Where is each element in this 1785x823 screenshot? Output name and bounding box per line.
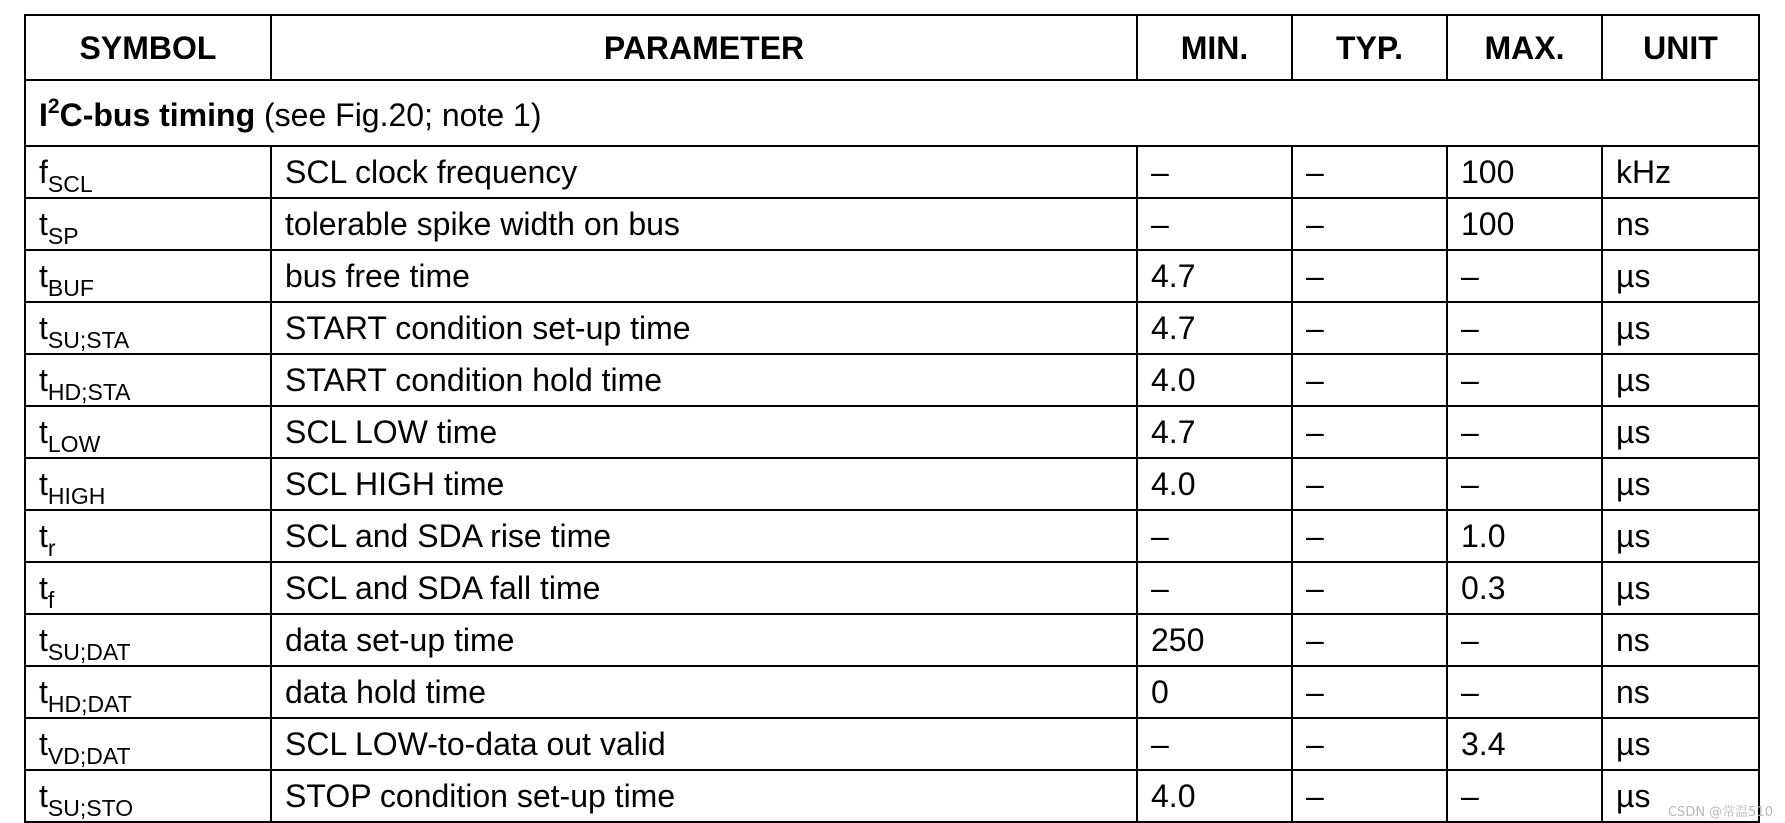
cell-max: 100 <box>1447 146 1602 198</box>
cell-unit: µs <box>1602 562 1759 614</box>
cell-unit: ns <box>1602 614 1759 666</box>
table-row <box>25 302 1759 354</box>
symbol-subscript: HD;DAT <box>47 691 132 717</box>
symbol-subscript: f <box>47 587 55 613</box>
cell-symbol <box>25 666 271 718</box>
symbol-subscript: HD;STA <box>47 379 131 405</box>
header-min: MIN. <box>1137 15 1292 80</box>
header-typ: TYP. <box>1292 15 1447 80</box>
cell-parameter: SCL clock frequency <box>271 146 1137 198</box>
cell-max: – <box>1447 666 1602 718</box>
cell-typ: – <box>1292 770 1447 822</box>
table-row <box>25 718 1759 770</box>
symbol-base: t <box>39 362 48 398</box>
symbol-subscript: SU;DAT <box>47 639 131 665</box>
symbol-subscript: BUF <box>47 275 94 301</box>
cell-unit: µs <box>1602 770 1759 822</box>
cell-min: 4.0 <box>1137 770 1292 822</box>
table-row <box>25 562 1759 614</box>
cell-max: 3.4 <box>1447 718 1602 770</box>
cell-parameter: data set-up time <box>271 614 1137 666</box>
symbol-base: t <box>39 726 48 762</box>
cell-min: – <box>1137 718 1292 770</box>
cell-parameter: SCL LOW time <box>271 406 1137 458</box>
cell-typ: – <box>1292 302 1447 354</box>
cell-min: 4.0 <box>1137 354 1292 406</box>
cell-min: 4.7 <box>1137 250 1292 302</box>
cell-typ: – <box>1292 562 1447 614</box>
cell-min: 250 <box>1137 614 1292 666</box>
section-title <box>25 80 1759 146</box>
cell-min: 4.0 <box>1137 458 1292 510</box>
cell-unit: µs <box>1602 458 1759 510</box>
cell-typ: – <box>1292 458 1447 510</box>
symbol-base: t <box>39 778 48 814</box>
cell-typ: – <box>1292 666 1447 718</box>
header-max: MAX. <box>1447 15 1602 80</box>
table-row <box>25 614 1759 666</box>
symbol-base: t <box>39 258 48 294</box>
cell-unit: µs <box>1602 510 1759 562</box>
cell-unit: µs <box>1602 406 1759 458</box>
cell-max: – <box>1447 614 1602 666</box>
cell-parameter: tolerable spike width on bus <box>271 198 1137 250</box>
header-symbol: SYMBOL <box>25 15 271 80</box>
table-header <box>25 15 1759 80</box>
cell-max: – <box>1447 458 1602 510</box>
cell-typ: – <box>1292 718 1447 770</box>
cell-symbol <box>25 302 271 354</box>
cell-symbol <box>25 562 271 614</box>
table-body <box>25 80 1759 822</box>
symbol-base: t <box>39 622 48 658</box>
cell-typ: – <box>1292 198 1447 250</box>
cell-parameter: data hold time <box>271 666 1137 718</box>
symbol-subscript: HIGH <box>47 483 106 509</box>
watermark: CSDN @常温510 <box>1667 805 1773 820</box>
symbol-subscript: SCL <box>47 171 93 197</box>
cell-max: 100 <box>1447 198 1602 250</box>
cell-unit: kHz <box>1602 146 1759 198</box>
table-row <box>25 146 1759 198</box>
symbol-base: t <box>39 466 48 502</box>
table-row <box>25 510 1759 562</box>
section-title-superscript: 2 <box>47 94 60 118</box>
symbol-base: t <box>39 518 48 554</box>
cell-symbol <box>25 354 271 406</box>
cell-symbol <box>25 146 271 198</box>
cell-parameter: SCL HIGH time <box>271 458 1137 510</box>
table-row <box>25 770 1759 822</box>
symbol-base: t <box>39 310 48 346</box>
cell-parameter: SCL and SDA fall time <box>271 562 1137 614</box>
table-row <box>25 406 1759 458</box>
cell-max: – <box>1447 406 1602 458</box>
symbol-base: t <box>39 674 48 710</box>
table-row <box>25 198 1759 250</box>
cell-max: – <box>1447 354 1602 406</box>
symbol-subscript: LOW <box>47 431 101 457</box>
table-row <box>25 458 1759 510</box>
symbol-base: t <box>39 570 48 606</box>
symbol-subscript: SU;STA <box>47 327 130 353</box>
cell-symbol <box>25 770 271 822</box>
cell-parameter: SCL and SDA rise time <box>271 510 1137 562</box>
table-row <box>25 354 1759 406</box>
symbol-subscript: r <box>47 535 56 561</box>
cell-min: – <box>1137 198 1292 250</box>
cell-min: – <box>1137 562 1292 614</box>
cell-unit: µs <box>1602 354 1759 406</box>
cell-max: – <box>1447 302 1602 354</box>
cell-unit: µs <box>1602 718 1759 770</box>
cell-typ: – <box>1292 354 1447 406</box>
cell-symbol <box>25 458 271 510</box>
timing-table <box>24 14 1760 823</box>
cell-max: – <box>1447 250 1602 302</box>
symbol-base: t <box>39 206 48 242</box>
cell-unit: µs <box>1602 250 1759 302</box>
symbol-base: t <box>39 414 48 450</box>
cell-min: 4.7 <box>1137 302 1292 354</box>
symbol-subscript: VD;DAT <box>47 743 131 769</box>
cell-typ: – <box>1292 614 1447 666</box>
cell-min: 0 <box>1137 666 1292 718</box>
header-unit: UNIT <box>1602 15 1759 80</box>
cell-parameter: bus free time <box>271 250 1137 302</box>
cell-parameter: START condition hold time <box>271 354 1137 406</box>
cell-typ: – <box>1292 510 1447 562</box>
section-title-note: (see Fig.20; note 1) <box>255 96 542 133</box>
cell-min: – <box>1137 146 1292 198</box>
cell-symbol <box>25 510 271 562</box>
cell-symbol <box>25 718 271 770</box>
header-parameter: PARAMETER <box>271 15 1137 80</box>
cell-symbol <box>25 406 271 458</box>
symbol-subscript: SP <box>47 223 79 249</box>
cell-parameter: SCL LOW-to-data out valid <box>271 718 1137 770</box>
cell-typ: – <box>1292 406 1447 458</box>
cell-typ: – <box>1292 146 1447 198</box>
section-row <box>25 80 1759 146</box>
table-row <box>25 666 1759 718</box>
section-title-bold: C-bus timing <box>59 96 256 133</box>
cell-max: 0.3 <box>1447 562 1602 614</box>
cell-min: – <box>1137 510 1292 562</box>
header-row <box>25 15 1759 80</box>
cell-symbol <box>25 614 271 666</box>
cell-unit: µs <box>1602 302 1759 354</box>
symbol-base: f <box>39 154 48 190</box>
cell-symbol <box>25 250 271 302</box>
cell-unit: ns <box>1602 666 1759 718</box>
cell-parameter: START condition set-up time <box>271 302 1137 354</box>
cell-max: – <box>1447 770 1602 822</box>
table-row <box>25 250 1759 302</box>
cell-symbol <box>25 198 271 250</box>
symbol-subscript: SU;STO <box>47 795 134 821</box>
cell-max: 1.0 <box>1447 510 1602 562</box>
cell-unit: ns <box>1602 198 1759 250</box>
section-title-i: I <box>39 96 48 133</box>
cell-typ: – <box>1292 250 1447 302</box>
cell-min: 4.7 <box>1137 406 1292 458</box>
cell-parameter: STOP condition set-up time <box>271 770 1137 822</box>
